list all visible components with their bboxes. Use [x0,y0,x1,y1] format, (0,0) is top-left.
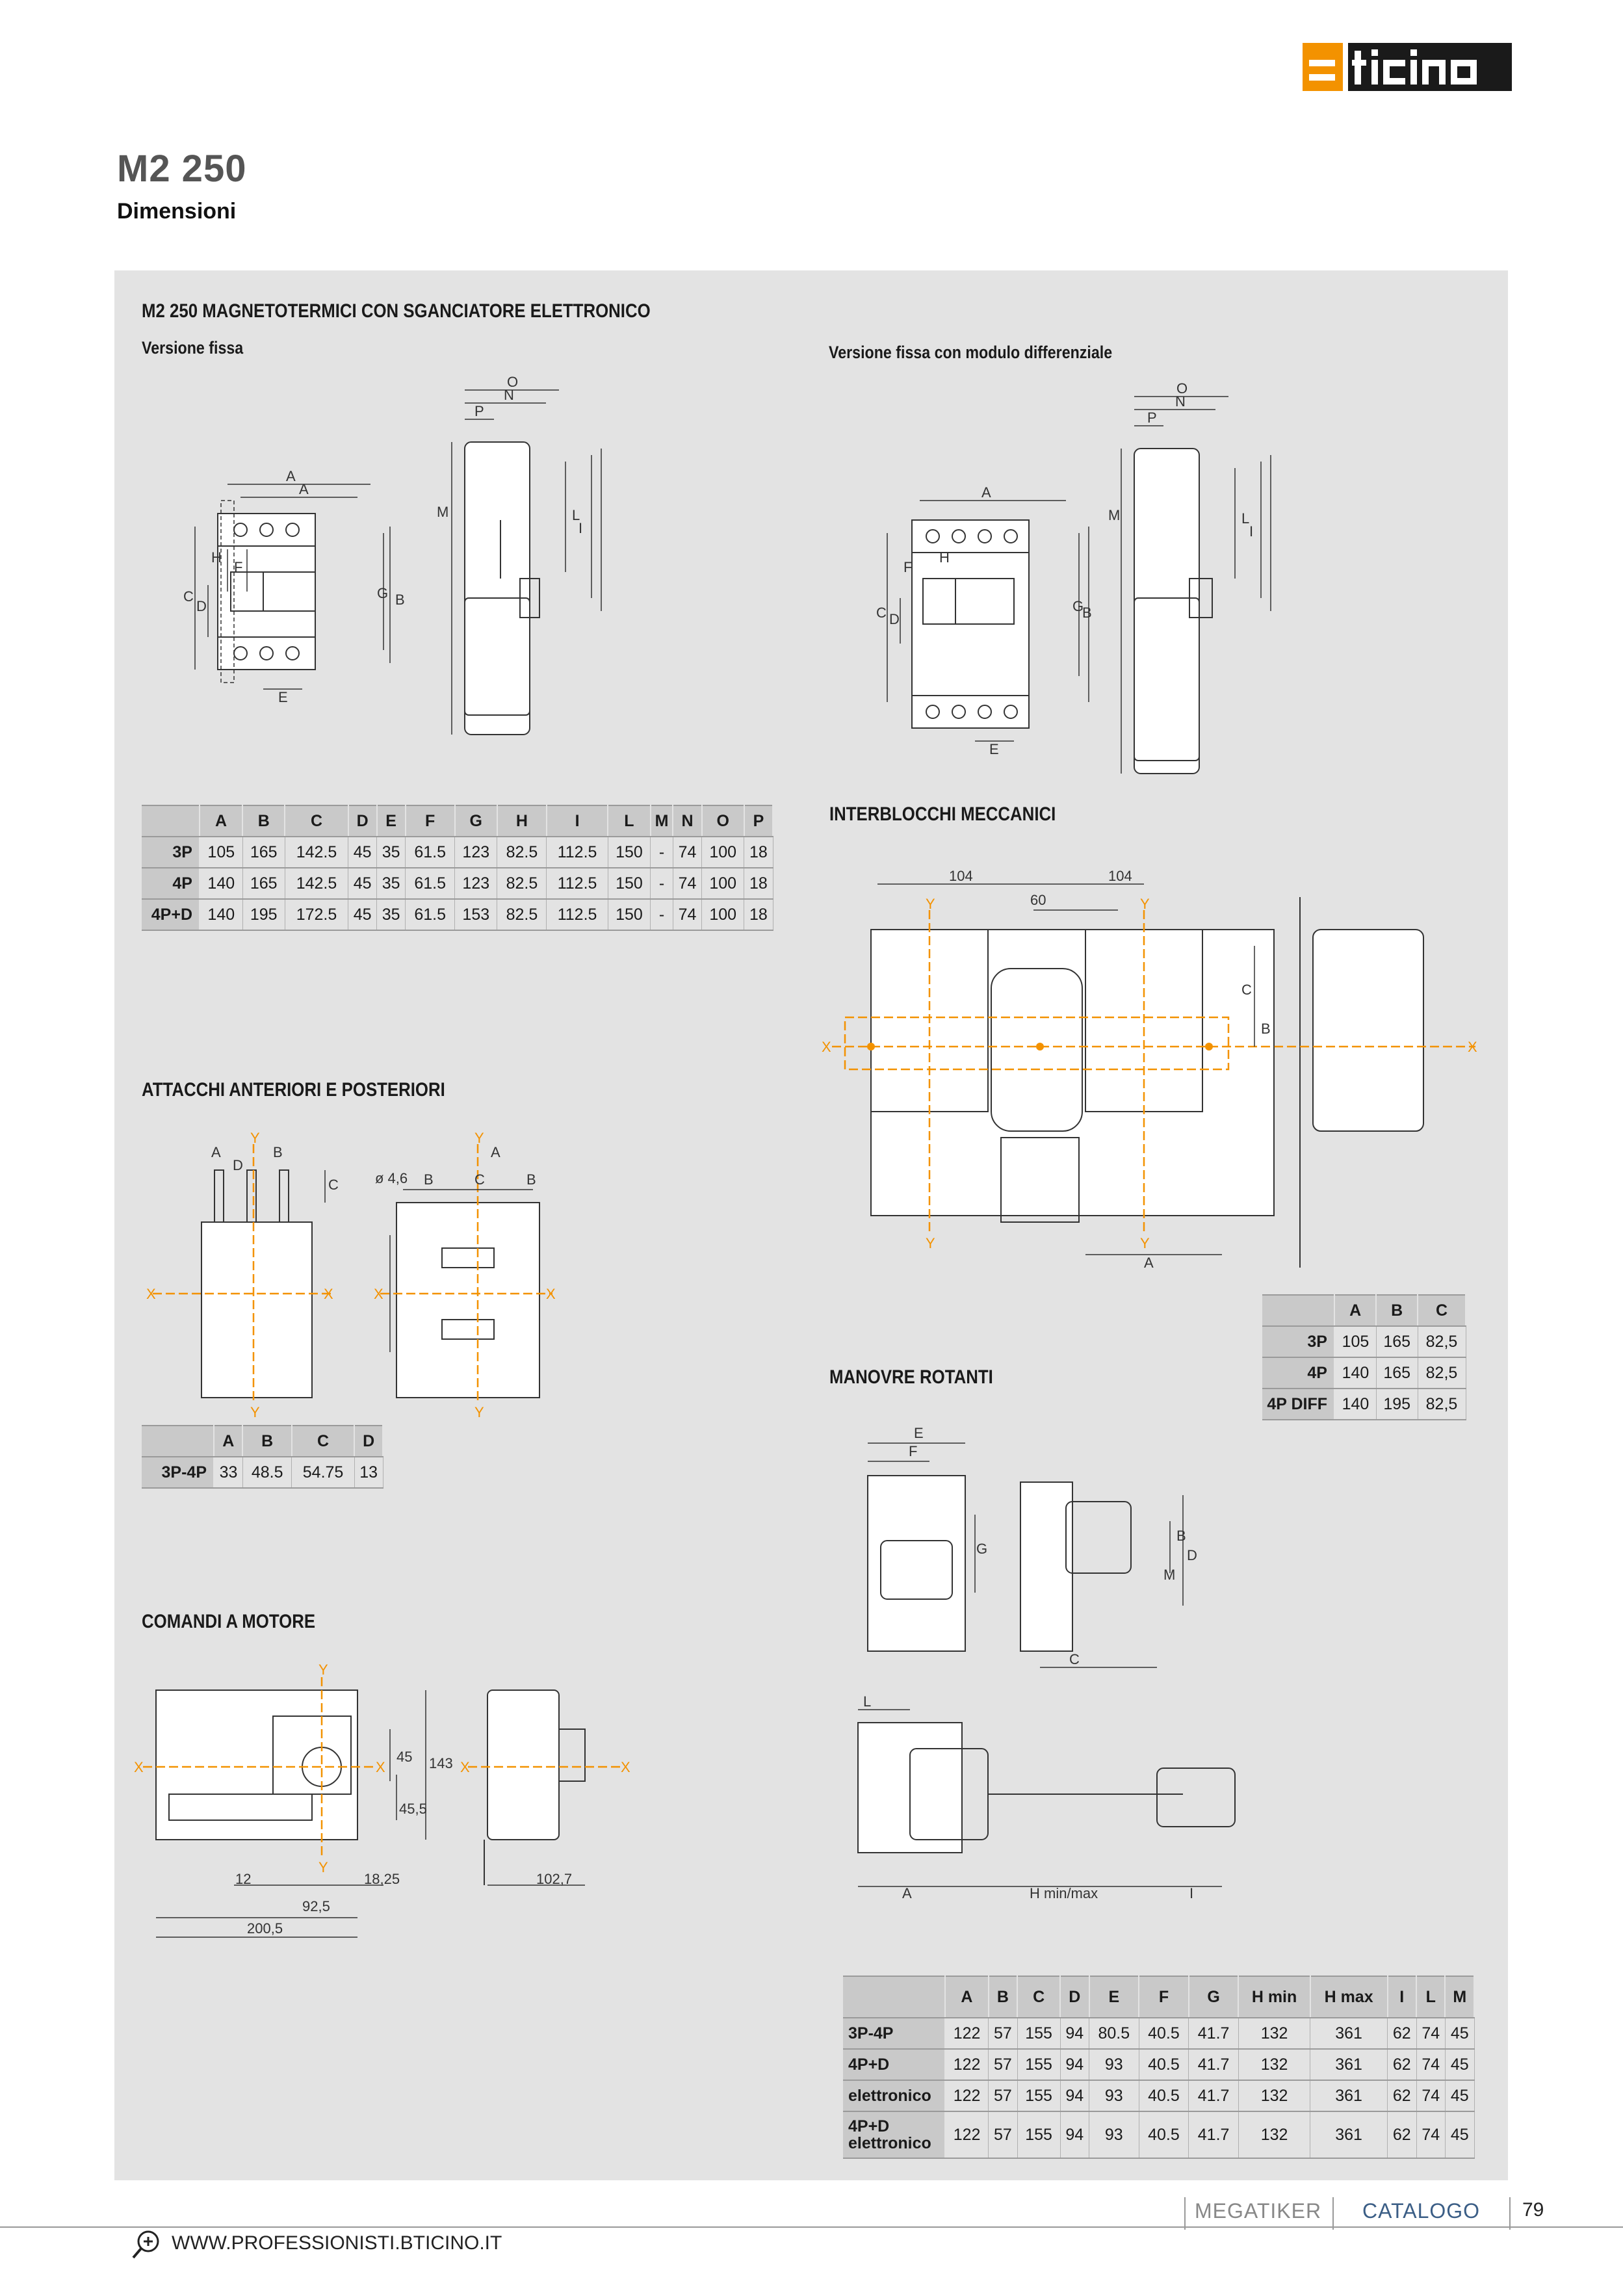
svg-text:200,5: 200,5 [247,1920,283,1937]
svg-text:A: A [286,468,296,484]
svg-text:X: X [374,1286,383,1302]
svg-text:102,7: 102,7 [536,1871,573,1887]
svg-text:H: H [939,549,950,566]
svg-text:X: X [146,1286,156,1302]
svg-text:B: B [1261,1021,1271,1037]
section-motore-title: COMANDI A MOTORE [142,1611,316,1632]
svg-text:E: E [989,741,999,757]
svg-text:Y: Y [926,1235,935,1251]
svg-text:X: X [1468,1039,1477,1055]
page-number: 79 [1522,2199,1544,2221]
table-row: 4P+D 140 195 172.5 45 35 61.5 153 82.5 112.5 150 - 74 100 18 [142,899,773,930]
svg-text:B: B [395,592,405,608]
section-attacchi-title: ATTACCHI ANTERIORI E POSTERIORI [142,1079,445,1101]
footer-url-link[interactable]: WWW.PROFESSIONISTI.BTICINO.IT [172,2232,502,2254]
svg-text:45,5: 45,5 [399,1801,427,1817]
hole-diameter-label: ø 4,6 [375,1170,408,1186]
svg-text:N: N [504,387,514,403]
bticino-logo [1300,40,1514,94]
table-row: 4P DIFF 140 195 82,5 [1262,1389,1466,1420]
hmin-max-label: H min/max [1030,1885,1098,1901]
footer-separator [1509,2197,1511,2230]
table-row: 4P 140 165 142.5 45 35 61.5 123 82.5 112.5 150 - 74 100 18 [142,868,773,899]
svg-text:C: C [183,588,194,605]
svg-text:A: A [1144,1255,1154,1271]
svg-text:D: D [889,611,900,627]
svg-text:C: C [1241,982,1252,998]
svg-text:X: X [376,1759,385,1775]
svg-text:D: D [196,598,207,614]
label-versione-differenziale: Versione fissa con modulo differenziale [829,343,1113,362]
svg-text:A: A [491,1144,500,1160]
svg-text:18,25: 18,25 [364,1871,400,1887]
svg-text:104: 104 [949,868,973,884]
footer-series: MEGATIKER [1195,2199,1322,2223]
footer-separator [1184,2197,1186,2230]
table-manovre: A B C D E F G H min H max I L M 3P-4P 122 57 155 94 80.5 40.5 41.7 132 361 62 74 45 4P+D 122 57 155 94 93 40.5 41.7 132 361 62 74 45 elettronico 122 57 155 94 93 40.5 41.7 132 361 62 74 45 4P+D elettronico 122 57 155 94 93 40.5 41.7 132 361 62 74 45 [843,1976,1475,2159]
label-versione-fissa: Versione fissa [142,338,244,358]
svg-text:45: 45 [396,1749,413,1765]
table-row: 3P 105 165 142.5 45 35 61.5 123 82.5 112.5 150 - 74 100 18 [142,837,773,868]
drawing-motore [130,1664,728,1957]
svg-text:X: X [324,1286,333,1302]
svg-text:104: 104 [1108,868,1132,884]
svg-text:L: L [572,507,580,523]
svg-text:B: B [1082,605,1092,621]
svg-text:Y: Y [318,1664,328,1678]
svg-text:G: G [1072,598,1084,614]
svg-text:Y: Y [926,896,935,912]
svg-text:Y: Y [474,1404,484,1417]
svg-text:Y: Y [318,1859,328,1875]
table-row: 4P+D 122 57 155 94 93 40.5 41.7 132 361 62 74 45 [843,2049,1474,2080]
page-subtitle: Dimensioni [117,199,237,224]
section-manovre-title: MANOVRE ROTANTI [829,1366,993,1388]
svg-text:Y: Y [474,1131,484,1146]
svg-text:I: I [1249,523,1254,540]
svg-text:A: A [211,1144,221,1160]
svg-text:C: C [328,1177,339,1193]
footer-separator [1332,2197,1334,2230]
svg-text:I: I [578,520,583,536]
svg-text:G: G [377,585,389,601]
section-interblocchi-title: INTERBLOCCHI MECCANICI [829,803,1056,825]
svg-text:A: A [981,484,991,501]
svg-text:O: O [507,374,519,390]
svg-text:Y: Y [250,1404,260,1417]
drawing-versione-fissa [136,364,630,767]
section-main-title: M2 250 MAGNETOTERMICI CON SGANCIATORE ELETTRONICO [142,300,651,322]
svg-text:X: X [460,1759,470,1775]
magnifier-icon [130,2228,162,2261]
svg-text:I: I [1189,1885,1194,1901]
svg-text:B: B [1176,1528,1186,1544]
table-row: 3P-4P 33 48.5 54.75 13 [142,1457,383,1488]
svg-text:H: H [211,549,222,566]
svg-text:C: C [474,1171,485,1188]
svg-text:G: G [976,1541,988,1557]
svg-text:A: A [299,481,309,497]
svg-text:B: B [526,1171,536,1188]
footer-catalog-link[interactable]: CATALOGO [1362,2199,1481,2223]
svg-text:C: C [876,605,887,621]
svg-text:Y: Y [1140,896,1150,912]
table-row: 3P-4P 122 57 155 94 80.5 40.5 41.7 132 361 62 74 45 [843,2018,1474,2049]
svg-text:X: X [546,1286,556,1302]
svg-text:C: C [1069,1651,1080,1667]
drawing-manovre [819,1417,1469,1937]
table-dimensions-main: A B C D E F G H I L M N O P 3P 105 165 142.5 45 35 61.5 123 82.5 112.5 150 - 74 100 18 4P 140 165 142.5 45 35 61.5 123 82.5 112.5 150 - 74 100 18 4P+D 140 195 172.5 45 35 61.5 153 82.5 112.5 150 - 74 100 18 [142,805,773,931]
svg-text:M: M [437,504,449,520]
svg-text:X: X [822,1039,831,1055]
svg-text:B: B [424,1171,434,1188]
table-row: 4P 140 165 82,5 [1262,1357,1466,1389]
svg-text:E: E [278,689,288,705]
svg-text:X: X [134,1759,144,1775]
svg-text:60: 60 [1030,892,1046,908]
svg-text:D: D [233,1157,243,1173]
svg-text:E: E [914,1425,924,1441]
svg-text:P: P [1147,410,1157,426]
svg-text:D: D [1187,1547,1197,1563]
table-row: elettronico 122 57 155 94 93 40.5 41.7 132 361 62 74 45 [843,2080,1474,2111]
svg-text:L: L [1241,510,1250,527]
svg-text:F: F [234,559,243,575]
svg-text:F: F [909,1443,918,1459]
svg-text:Y: Y [1140,1235,1150,1251]
svg-text:L: L [863,1693,872,1710]
svg-text:M: M [1108,507,1121,523]
table-row: 4P+D elettronico 122 57 155 94 93 40.5 41.7 132 361 62 74 45 [843,2111,1474,2158]
table-attacchi: A B C D 3P-4P 33 48.5 54.75 13 [142,1425,383,1489]
svg-text:143: 143 [429,1755,453,1771]
svg-text:P: P [474,403,484,419]
svg-text:92,5: 92,5 [302,1898,330,1914]
page-title: M2 250 [117,148,247,190]
svg-text:B: B [273,1144,283,1160]
drawing-attacchi [136,1131,565,1417]
svg-text:X: X [621,1759,630,1775]
svg-text:A: A [902,1885,912,1901]
footer-divider [0,2226,1623,2228]
svg-text:12: 12 [235,1871,252,1887]
drawing-interblocchi [819,858,1482,1274]
table-row: 3P 105 165 82,5 [1262,1326,1466,1357]
svg-text:F: F [903,559,913,575]
svg-text:O: O [1176,380,1188,397]
svg-text:N: N [1175,393,1186,410]
svg-text:M: M [1163,1567,1176,1583]
drawing-versione-differenziale [819,364,1313,806]
svg-text:Y: Y [250,1131,260,1146]
table-interblocchi: A B C 3P 105 165 82,5 4P 140 165 82,5 4P DIFF 140 195 82,5 [1262,1294,1466,1420]
